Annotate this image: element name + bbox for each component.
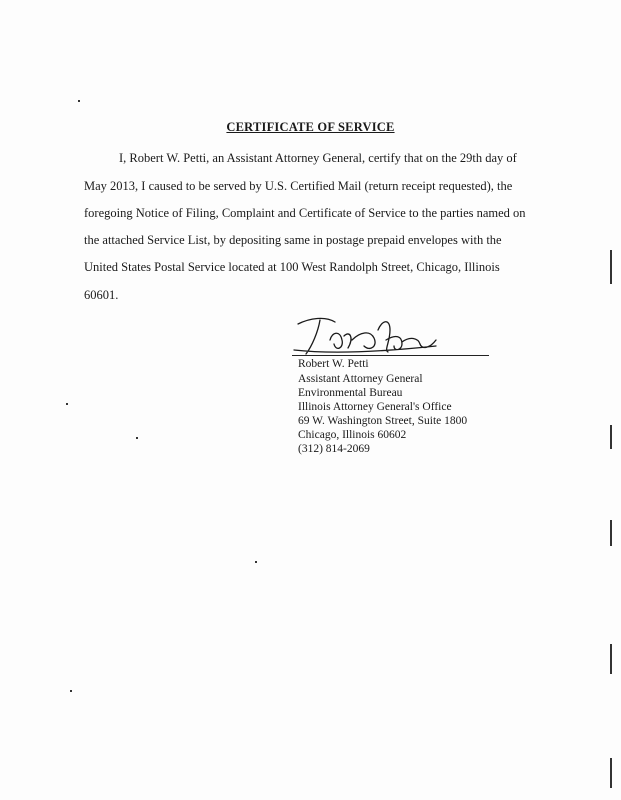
- signer-city: Chicago, Illinois 60602: [298, 429, 407, 441]
- signer-phone: (312) 814-2069: [298, 443, 370, 455]
- body-line-4: the attached Service List, by depositing same in postage prepaid envelopes with the: [84, 233, 502, 247]
- scan-edge-mark: [610, 758, 612, 788]
- body-line-6: 60601.: [84, 288, 119, 302]
- scan-edge-mark: [610, 425, 612, 449]
- document-title: CERTIFICATE OF SERVICE: [226, 120, 395, 134]
- signer-name: Robert W. Petti: [298, 358, 369, 370]
- signer-office: Illinois Attorney General's Office: [298, 401, 452, 413]
- signer-bureau: Environmental Bureau: [298, 387, 403, 399]
- body-line-5: United States Postal Service located at 100 West Randolph Street, Chicago, Illinois: [84, 260, 500, 274]
- body-line-3: foregoing Notice of Filing, Complaint and Certificate of Service to the parties named on: [84, 206, 526, 220]
- signature-line: [292, 355, 489, 356]
- body-line-1: I, Robert W. Petti, an Assistant Attorney General, certify that on the 29th day of: [119, 151, 517, 165]
- scan-speck: [70, 690, 72, 692]
- scan-speck: [136, 437, 138, 439]
- scan-speck: [255, 561, 257, 563]
- body-line-2: May 2013, I caused to be served by U.S. Certified Mail (return receipt requested), the: [84, 179, 513, 193]
- scan-speck: [66, 403, 68, 405]
- signer-street: 69 W. Washington Street, Suite 1800: [298, 415, 468, 427]
- scan-edge-mark: [610, 520, 612, 546]
- signer-title: Assistant Attorney General: [298, 373, 423, 385]
- scan-edge-mark: [610, 250, 612, 284]
- scan-edge-mark: [610, 644, 612, 674]
- scan-speck: [78, 100, 80, 102]
